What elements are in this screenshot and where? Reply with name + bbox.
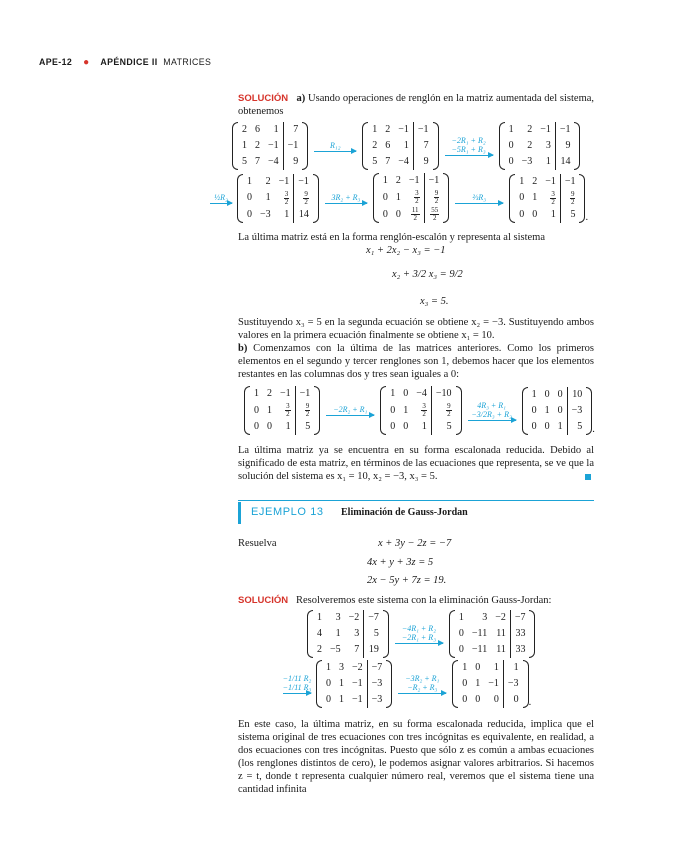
- matrix-cell: 3: [545, 140, 551, 151]
- matrix-cell: 1: [493, 662, 499, 673]
- equation: x₁ + 2x₂ − x₃ = −1: [366, 245, 446, 256]
- matrix-row: [250, 419, 314, 435]
- matrix: [452, 660, 528, 708]
- matrix-cell: 0: [390, 421, 396, 432]
- matrix-cell: 1: [284, 208, 290, 220]
- operation-label: −1/11 R₂: [282, 674, 312, 683]
- matrix-cell: 6: [255, 124, 260, 135]
- matrix-cell: 2: [532, 175, 538, 187]
- paragraph: Sustituyendo x₃ = 5 en la segunda ecuación se obtiene x₂ = −3. Sustituyendo ambos valores en la primera ecuación finalmente se obtiene x₁ = 10.: [238, 317, 594, 341]
- matrix-cell: 1: [317, 612, 322, 623]
- matrix-row: [386, 419, 455, 435]
- matrix-row: [505, 138, 575, 154]
- matrix-cell: −1: [283, 138, 302, 154]
- matrix-cell: $\frac{3}{2}$: [284, 189, 289, 206]
- matrix-row: [515, 190, 579, 207]
- matrix-cell: 33: [510, 626, 529, 642]
- matrix: [316, 660, 392, 708]
- matrix-row: [243, 207, 313, 223]
- matrix-cell: −11: [471, 644, 488, 655]
- equation: x₃ = 5.: [420, 296, 449, 307]
- matrix-row: [458, 660, 522, 676]
- matrix-cell: 0: [531, 420, 537, 432]
- resuelva-label: Resuelva: [238, 538, 277, 549]
- matrix-cell: 2: [267, 388, 272, 399]
- matrix-row-1: [232, 122, 580, 170]
- matrix-cell: −1: [560, 174, 579, 190]
- matrix-cell: −1: [294, 174, 313, 190]
- matrix-cell: 3: [482, 612, 488, 623]
- matrix-cell: 1: [403, 404, 409, 416]
- equation: x₂ + 3/2 x₃ = 9/2: [392, 269, 463, 280]
- matrix: [509, 174, 585, 223]
- appendix-label: APÉNDICE II: [100, 57, 158, 67]
- matrix-cell: −11: [471, 628, 488, 639]
- paragraph: La última matriz ya se encuentra en su forma escalonada reducida. Debido al significado de esta matriz, en términos de las ecuaciones que representa, se ve que la solución del sistema es x₁ = 10, x₂ = −3, x₃ = 5.: [238, 445, 594, 482]
- row-operation-arrow: [282, 674, 312, 694]
- matrix-cell: 1: [285, 421, 291, 432]
- matrix-cell: −2: [495, 612, 506, 623]
- matrix-cell: −1: [545, 175, 556, 187]
- page-number: APE-12: [39, 57, 73, 67]
- matrix-cell: 0: [395, 208, 401, 220]
- matrix-cell: 0: [544, 388, 550, 400]
- matrix-cell: 0: [475, 694, 481, 705]
- operation-label: −5R₁ + R₃: [451, 145, 486, 154]
- matrix-cell: 1: [532, 192, 538, 203]
- solution-label: SOLUCIÓN: [238, 93, 289, 104]
- matrix: [380, 386, 461, 435]
- matrix-cell: 0: [493, 694, 499, 705]
- operation-label: −3/2R₃ + R₂: [471, 409, 512, 419]
- matrix: [307, 610, 389, 658]
- matrix-row: [386, 402, 455, 419]
- matrix-cell: 1: [550, 208, 556, 220]
- matrix-cell: 0: [382, 208, 388, 220]
- matrix-cell: 0: [458, 628, 464, 639]
- matrix-cell: 2: [395, 175, 401, 186]
- matrix-cell: 9: [555, 138, 574, 154]
- matrix-cell: −3: [503, 676, 522, 692]
- matrix-cell: 0: [326, 678, 331, 689]
- matrix-cell: 1: [382, 175, 388, 186]
- matrix-row: [322, 676, 386, 692]
- matrix-cell: −2: [352, 662, 363, 673]
- operation-label: −2R₂ + R₁: [333, 405, 368, 414]
- operation-label: −2R₁ + R₂: [451, 136, 486, 145]
- row-operation-arrow: [312, 141, 358, 152]
- matrix-cell: 2: [385, 124, 391, 135]
- matrix-cell: 5: [372, 156, 378, 167]
- matrix-cell: −1: [352, 694, 363, 705]
- matrix-cell: 7: [354, 644, 360, 655]
- matrix-cell: 0: [403, 421, 409, 432]
- matrix-cell: 1: [273, 124, 279, 135]
- matrix-cell: −3: [367, 692, 386, 708]
- matrix-cell: 1: [475, 678, 481, 689]
- matrix-cell: 1: [508, 124, 514, 135]
- matrix-cell: −1: [280, 388, 291, 399]
- equation: x + 3y − 2z = −7: [378, 538, 452, 549]
- matrix-cell: 0: [557, 404, 563, 416]
- operation-label: ½R₂: [214, 192, 228, 202]
- end-of-solution-icon: [585, 474, 591, 480]
- paragraph: La última matriz está en la forma renglón-escalón y representa al sistema: [238, 232, 545, 243]
- operation-label: ⅔R₃: [472, 192, 487, 202]
- row-operation-arrow: [466, 401, 518, 421]
- matrix-cell: 0: [326, 694, 331, 705]
- matrix: [373, 173, 449, 223]
- matrix-cell: 1: [462, 662, 468, 673]
- matrix-cell: 2: [317, 644, 322, 655]
- matrix-cell: −7: [510, 610, 529, 626]
- matrix-cell: 9: [283, 154, 302, 170]
- matrix-cell: 1: [326, 662, 331, 673]
- matrix-cell: 3: [335, 612, 341, 623]
- matrix-cell: 14: [555, 154, 574, 170]
- matrix-cell: 1: [335, 628, 341, 639]
- operation-label: −4R₁ + R₂: [401, 624, 436, 633]
- paragraph-b: [238, 342, 594, 381]
- matrix-cell: 0: [531, 404, 537, 416]
- matrix-row: [528, 419, 587, 435]
- row-operation-arrow: [396, 674, 448, 694]
- matrix-cell: 1: [339, 678, 344, 689]
- matrix-cell: 1: [339, 694, 344, 705]
- operation-label: −2R₁ + R₃: [401, 633, 436, 642]
- matrix-cell: 1: [531, 388, 537, 400]
- matrix-row: [250, 402, 314, 419]
- matrix-cell: −5: [330, 644, 341, 655]
- solution-intro-2: [238, 594, 594, 607]
- matrix-cell: 11: [496, 628, 506, 639]
- matrix-cell: 5: [560, 207, 579, 223]
- matrix-row: [386, 386, 455, 402]
- matrix-cell: −7: [367, 660, 386, 676]
- matrix-cell: $\frac{3}{2}$: [422, 402, 426, 418]
- matrix-row: [322, 660, 386, 676]
- matrix-row: [455, 610, 530, 626]
- matrix-cell: 0: [462, 694, 468, 705]
- matrix-cell: $\frac{9}{2}$: [295, 402, 314, 419]
- example-title: Eliminación de Gauss-Jordan: [341, 507, 468, 518]
- matrix-cell: $\frac{9}{2}$: [431, 402, 455, 419]
- matrix-cell: $\frac{3}{2}$: [286, 402, 290, 418]
- page-header: [39, 57, 211, 68]
- matrix-cell: 0: [267, 421, 272, 432]
- matrix: [232, 122, 308, 170]
- part-b-label: b): [238, 343, 248, 354]
- matrix-cell: 19: [364, 642, 383, 658]
- matrix-cell: $\frac{3}{2}$: [551, 189, 555, 206]
- matrix-cell: 0: [508, 140, 514, 151]
- matrix-cell: 11: [496, 644, 506, 655]
- matrix-cell: 10: [567, 387, 586, 403]
- matrix-cell: 1: [403, 140, 409, 151]
- matrix-cell: −7: [364, 610, 383, 626]
- matrix-cell: $\frac{11}{2}$: [411, 206, 419, 222]
- matrix-row: [238, 154, 302, 170]
- matrix-row: [458, 692, 522, 708]
- matrix-cell: −1: [488, 678, 499, 689]
- paragraph: En este caso, la última matriz, en su forma escalonada reducida, implica que el sistema original de tres ecuaciones con tres incógnitas es equivalente, en realidad, a dos ecuaciones con tres incógnitas. Puesto que sólo z es común a ambas ecuaciones (los renglones distintos de cero), le podemos asignar valores arbitrarios. Si hacemos z = t, donde t representa cualquier número real, veremos que el sistema tiene una cantidad infinita: [238, 719, 594, 795]
- matrix-cell: 1: [254, 388, 259, 399]
- matrix-cell: 0: [508, 156, 514, 167]
- matrix-cell: $\frac{9}{2}$: [424, 189, 443, 206]
- matrix-cell: 0: [557, 388, 563, 400]
- matrix-cell: 0: [382, 191, 388, 203]
- matrix-cell: 2: [255, 140, 260, 151]
- matrix-cell: 1: [557, 420, 563, 432]
- matrix-row: [243, 190, 313, 207]
- equation: 2x − 5y + 7z = 19.: [367, 575, 447, 586]
- matrix-cell: −1: [555, 122, 574, 138]
- matrix-cell: 33: [510, 642, 529, 658]
- matrix: [244, 386, 320, 435]
- matrix-cell: −3: [567, 403, 586, 419]
- matrix-cell: −1: [352, 678, 363, 689]
- matrix-cell: −1: [278, 175, 290, 187]
- matrix-row: [528, 387, 587, 403]
- matrix-cell: 0: [403, 388, 409, 399]
- matrix-cell: 2: [527, 140, 533, 151]
- matrix-cell: $\frac{9}{2}$: [560, 190, 579, 207]
- matrix-row: [505, 122, 575, 138]
- matrix-cell: 0: [544, 420, 550, 432]
- matrix-row: [313, 626, 383, 642]
- matrix-cell: 5: [242, 156, 247, 167]
- matrix-cell: 3: [339, 662, 344, 673]
- matrix-row: [368, 138, 432, 154]
- matrix-row: [458, 676, 522, 692]
- matrix-cell: $\frac{3}{2}$: [415, 189, 419, 205]
- matrix-cell: 7: [255, 156, 260, 167]
- matrix-cell: −1: [540, 124, 551, 135]
- matrix-cell: −1: [413, 122, 432, 138]
- matrix-cell: 0: [462, 678, 468, 689]
- matrix-cell: −4: [398, 156, 409, 167]
- equation: 4x + y + 3z = 5: [367, 557, 434, 568]
- matrix-cell: −4: [416, 388, 427, 399]
- matrix-cell: $\frac{55}{2}$: [424, 206, 443, 223]
- matrix-cell: 0: [475, 662, 481, 673]
- matrix: [522, 387, 593, 435]
- matrix-cell: 7: [283, 122, 302, 138]
- matrix-cell: 0: [519, 192, 525, 203]
- row-operation-arrow: [443, 136, 495, 156]
- matrix-cell: 0: [254, 404, 259, 416]
- matrix-row-5: −1/11 R₂ −1/11 R₃ 1 3 −2 −7 0 1 −1 −3 0 1 −1 −3 −3R₂ + R₁ −R₂ + R₃ 1 0 1 1 0 1 −1 −3 0 0 0 0 .: [282, 662, 532, 708]
- matrix-cell: 0: [503, 692, 522, 708]
- matrix-cell: 0: [532, 208, 538, 220]
- chapter-title: MATRICES: [163, 57, 212, 67]
- matrix-row: [238, 122, 302, 138]
- solution-text: Usando operaciones de renglón en la matriz aumentada del sistema, obtenemos: [238, 93, 595, 117]
- matrix-cell: 1: [545, 156, 551, 167]
- matrix: [449, 610, 536, 658]
- operation-label: R₁₂: [330, 140, 341, 150]
- matrix-cell: 0: [390, 404, 396, 416]
- matrix-cell: 0: [254, 421, 259, 432]
- matrix-cell: 1: [265, 192, 271, 203]
- matrix-row: [322, 692, 386, 708]
- matrix-cell: −2: [348, 612, 360, 623]
- solution-label: SOLUCIÓN: [238, 595, 289, 606]
- matrix-cell: 7: [385, 156, 391, 167]
- matrix-cell: 1: [247, 175, 252, 187]
- matrix-cell: −4: [268, 156, 279, 167]
- matrix-cell: 1: [503, 660, 522, 676]
- matrix-row: [515, 174, 579, 190]
- matrix-row: [455, 626, 530, 642]
- matrix-cell: −1: [268, 140, 279, 151]
- matrix-cell: 7: [413, 138, 432, 154]
- matrix-cell: −3: [521, 156, 533, 167]
- matrix-row-2: ½R₂ 1 2 −1 −1 0 1 $\frac{3}{2}$ $\frac{9}{2}$ 0 −3 1 14 3R₂ + R₃ 1 2 −1 −1 0 1 $\frac{3}{2}$ $\frac{9}{2}$ 0 0 $\frac{11}{2}$ $\frac{55}{2}$ ⅔R₃ 1 2 −1 −1 0 1 $\frac{3}{2}$ $\frac{9}{2}$ 0 0 1 5 .: [205, 173, 588, 223]
- matrix-row: [455, 642, 530, 658]
- matrix-cell: 0: [247, 208, 252, 220]
- matrix-cell: 2: [372, 140, 378, 151]
- matrix-cell: $\frac{9}{2}$: [294, 190, 313, 207]
- matrix-cell: 5: [431, 419, 455, 435]
- matrix-cell: 1: [458, 612, 464, 623]
- matrix-cell: −1: [424, 173, 443, 189]
- matrix-row: [243, 174, 313, 190]
- matrix-row: [379, 173, 443, 189]
- row-operation-arrow: [453, 193, 505, 204]
- matrix: [237, 174, 319, 223]
- matrix-cell: −1: [295, 386, 314, 402]
- matrix-cell: 1: [544, 404, 550, 416]
- operation-label: −3R₂ + R₁: [405, 674, 440, 683]
- matrix-row: [379, 189, 443, 206]
- matrix-row: [368, 154, 432, 170]
- matrix-cell: 1: [242, 140, 247, 151]
- matrix-cell: 0: [247, 192, 252, 203]
- matrix-row: [250, 386, 314, 402]
- matrix-cell: −3: [260, 208, 271, 220]
- matrix-cell: 3: [354, 628, 360, 639]
- solution-intro: [238, 92, 594, 118]
- matrix-row: [528, 403, 587, 419]
- example-header: [238, 502, 597, 524]
- matrix-cell: −1: [408, 175, 420, 186]
- operation-label: −1/11 R₃: [282, 683, 312, 692]
- solution-text: Resolveremos este sistema con la eliminación Gauss-Jordan:: [296, 595, 552, 606]
- matrix-cell: 1: [395, 191, 401, 203]
- example-divider: [238, 500, 594, 501]
- row-operation-arrow: [393, 624, 445, 644]
- matrix-row: [505, 154, 575, 170]
- matrix-row: [515, 207, 579, 223]
- matrix-cell: 1: [267, 404, 272, 416]
- matrix-cell: 1: [519, 175, 525, 187]
- matrix-cell: 14: [294, 207, 313, 223]
- matrix-cell: 0: [519, 208, 525, 220]
- matrix: [499, 122, 581, 170]
- matrix-cell: 9: [413, 154, 432, 170]
- matrix-cell: 5: [567, 419, 586, 435]
- operation-label: 3R₂ + R₃: [331, 192, 361, 202]
- matrix-cell: 0: [458, 644, 464, 655]
- matrix-row: [313, 610, 383, 626]
- matrix-row-3: 1 2 −1 −1 0 1 $\frac{3}{2}$ $\frac{9}{2}$ 0 0 1 5 −2R₂ + R₁ 1 0 −4 −10 0 1 $\frac{3}{2}$ $\frac{9}{2}$ 0 0 1 5 4R₃ + R₁ −3/2R₃ + R₂ 1 0 0 10 0 1 0 −3 0 0 1 5 .: [244, 386, 595, 435]
- matrix-cell: 1: [421, 421, 427, 432]
- part-a-label: a): [296, 93, 306, 104]
- matrix-cell: 4: [317, 628, 322, 639]
- matrix-cell: 2: [242, 124, 247, 135]
- matrix-row: [313, 642, 383, 658]
- matrix-row: [368, 122, 432, 138]
- bullet-icon: ●: [83, 57, 90, 68]
- matrix-cell: 6: [385, 140, 391, 151]
- row-operation-arrow: [323, 193, 369, 204]
- matrix-cell: −10: [431, 386, 455, 402]
- row-operation-arrow: [324, 405, 376, 416]
- operation-label: −R₂ + R₃: [407, 683, 438, 692]
- matrix-cell: 1: [390, 388, 396, 399]
- example-label: EJEMPLO 13: [251, 506, 324, 518]
- matrix-row-4: [307, 610, 535, 658]
- matrix-cell: 1: [372, 124, 378, 135]
- matrix: [362, 122, 438, 170]
- matrix-cell: −1: [398, 124, 409, 135]
- operation-label: 4R₃ + R₁: [477, 400, 506, 410]
- matrix-cell: −3: [367, 676, 386, 692]
- matrix-cell: 2: [527, 124, 533, 135]
- matrix-cell: 5: [364, 626, 383, 642]
- matrix-cell: 2: [265, 175, 271, 187]
- matrix-cell: 5: [295, 419, 314, 435]
- matrix-row: [379, 206, 443, 223]
- paragraph-text: Comenzamos con la última de las matrices anteriores. Como los primeros elementos en el segundo y tercer renglones son 1, debemos hacer que los elementos restantes en las columnas dos y tres sean iguales a 0:: [238, 343, 594, 380]
- row-operation-arrow: [209, 193, 233, 204]
- matrix-row: [238, 138, 302, 154]
